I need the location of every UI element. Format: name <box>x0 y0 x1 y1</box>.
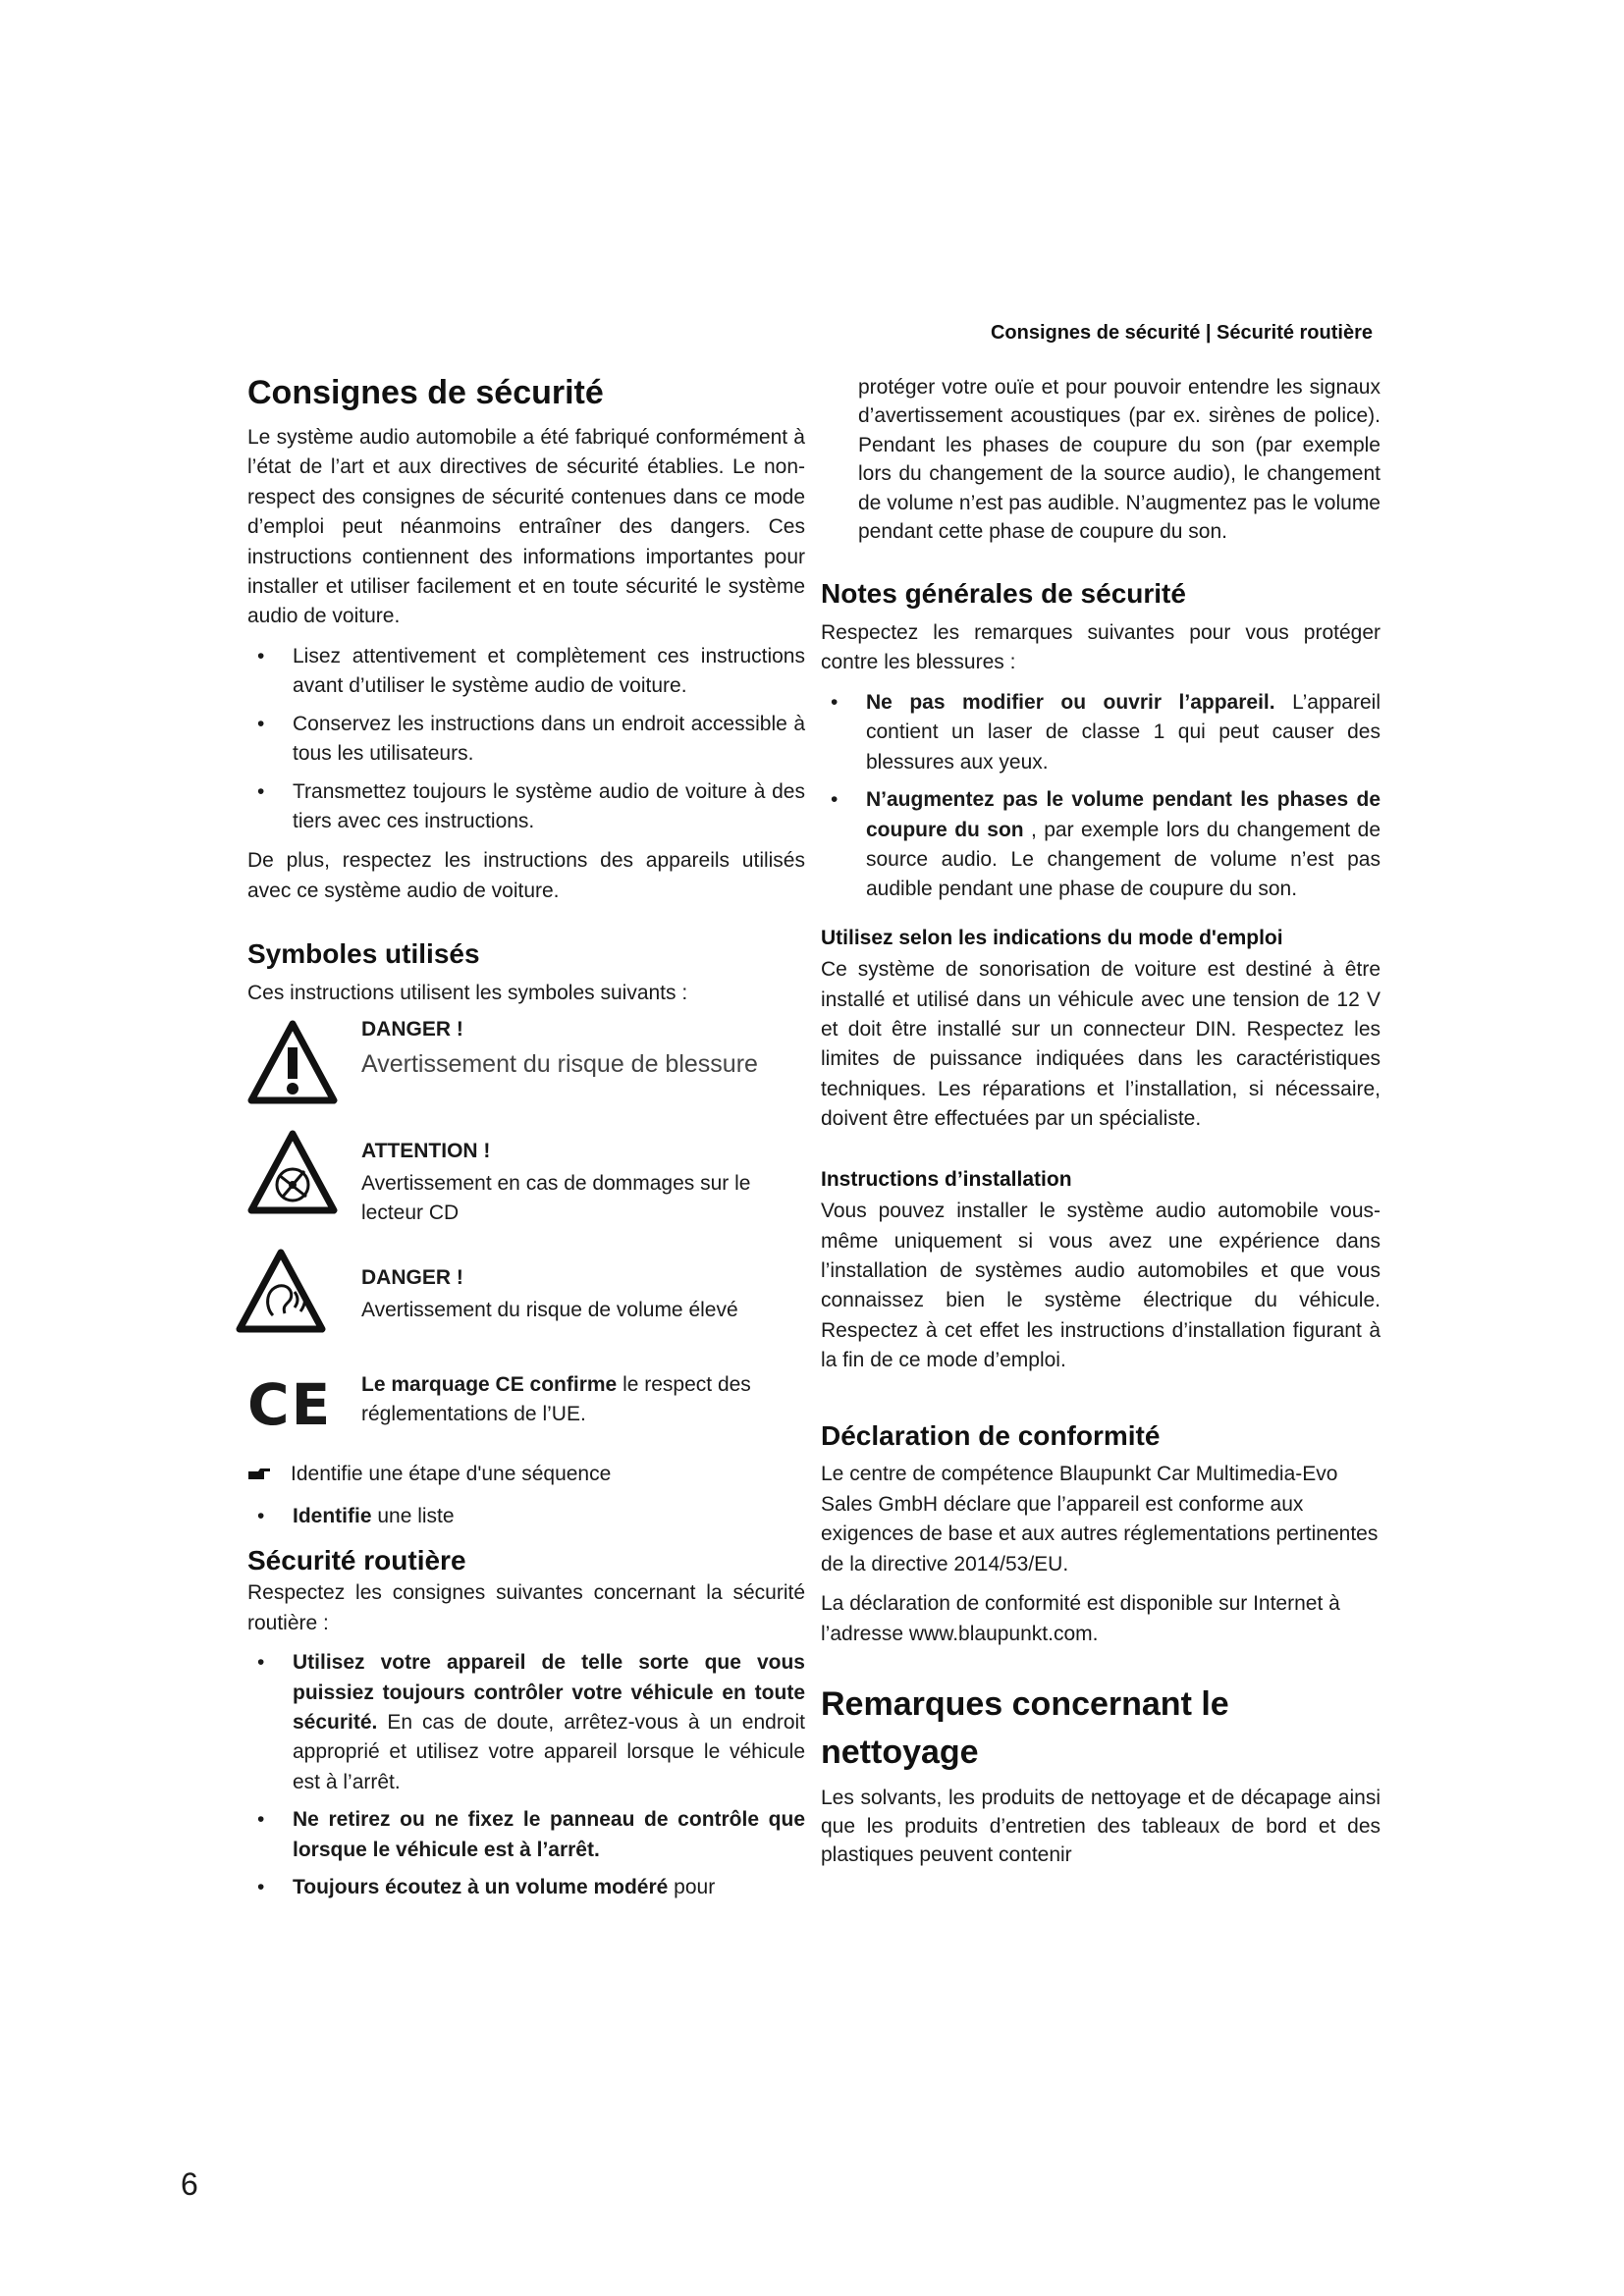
symbol-danger-injury <box>247 1018 805 1108</box>
symbols-intro: Ces instructions utilisent les symboles suivants : <box>247 981 688 1004</box>
continued-paragraph: protéger votre ouïe et pour pouvoir entendre les signaux d’avertissement acoustiques (par ex. sirènes de police). Pendant les phases de coupure du son (par exemple lors du changement de la source audio), le changement de volume n’est pas audible. N’augmentez pas le volume pendant cette phase de coupure du son. <box>858 376 1380 543</box>
section-title-usage: Utilisez selon les indications du mode d'emploi <box>821 926 1283 949</box>
conformity-p1: Le centre de compétence Blaupunkt Car Multimedia-Evo Sales GmbH déclare que l’appareil est conforme aux exigences de base et aux autres réglementations pertinentes de la directive 2014/53/EU. <box>821 1463 1379 1575</box>
ce-bold-text: Le marquage CE confirme <box>361 1373 618 1397</box>
list-rest: une liste <box>371 1505 455 1528</box>
section-title-cleaning: Remarques concernant le nettoyage <box>821 1684 1229 1772</box>
attention-description: Avertissement en cas de dommages sur le lecteur CD <box>361 1172 751 1224</box>
general-b1-rest: L’appareil contient un laser de classe 1 qui peut causer des blessures aux yeux. <box>866 690 1380 774</box>
list-item <box>247 1805 805 1865</box>
list-item: • Conservez les instructions dans un endroit accessible à tous les utilisateurs. <box>247 710 805 770</box>
list-item <box>821 688 1380 777</box>
list-item <box>247 1648 805 1797</box>
ce-rest-text: le respect des réglementations de l’UE. <box>361 1373 751 1425</box>
pointing-hand-icon <box>247 1468 273 1481</box>
list-item <box>821 785 1380 905</box>
general-safety-bullets <box>821 688 1380 905</box>
list-item: • Lisez attentivement et complètement ces instructions avant d’utiliser le système audio de voiture. <box>247 642 805 702</box>
symbol-danger-volume <box>247 1247 805 1337</box>
list-item: • Transmettez toujours le système audio de voiture à des tiers avec ces instructions. <box>247 777 805 837</box>
list-bold: Identifie <box>293 1505 372 1528</box>
step-description: Identifie une étape d'une séquence <box>291 1463 612 1486</box>
list-symbol-list <box>247 1502 805 1531</box>
road-b3-bold: Toujours écoutez à un volume modéré <box>293 1876 669 1899</box>
general-b1-bold: Ne pas modifier ou ouvrir l’appareil. <box>866 690 1275 714</box>
general-safety-intro: Respectez les remarques suivantes pour vous protéger contre les blessures : <box>821 620 1380 674</box>
safety-bullet-list <box>247 642 805 837</box>
ce-mark-icon: CE <box>247 1371 333 1439</box>
conformity-p2: La déclaration de conformité est disponible sur Internet à l’adresse www.blaupunkt.com. <box>821 1592 1340 1645</box>
section-title-safety: Consignes de sécurité <box>247 374 604 411</box>
list-item <box>247 1873 805 1902</box>
road-b3-rest: pour <box>668 1876 716 1899</box>
general-b2-bold: N’augmentez pas le volume pendant les phases de coupure du son <box>866 788 1380 841</box>
step-indicator-row <box>247 1463 805 1486</box>
attention-label: ATTENTION ! <box>361 1140 491 1163</box>
section-title-general-safety: Notes générales de sécurité <box>821 578 1186 610</box>
general-b2-rest: , par exemple lors du changement de source audio. Le changement de volume n’est pas audible pendant une phase de coupure du son. <box>866 818 1381 901</box>
road-safety-bullets <box>247 1648 805 1903</box>
symbol-ce <box>247 1366 805 1439</box>
section-title-road-safety: Sécurité routière <box>247 1544 466 1575</box>
usage-text: Ce système de sonorisation de voiture est destiné à être installé et utilisé dans un véhicule avec une tension de 12 V et doit être installé sur un connecteur DIN. Respectez les limites de puissance indiquées dans les caractéristiques techniques. Les réparations et l’installation, si nécessaire, doivent être effectuées par un spécialiste. <box>821 958 1380 1131</box>
cd-damage-warning-icon <box>247 1128 338 1218</box>
section-title-symbols: Symboles utilisés <box>247 938 480 970</box>
symbol-attention-cd <box>247 1128 805 1227</box>
danger-label: DANGER ! <box>361 1018 463 1041</box>
road-b1-bold: Utilisez votre appareil de telle sorte que vous puissiez toujours contrôler votre véhicule en toute sécurité. <box>293 1651 805 1734</box>
road-b1-rest: En cas de doute, arrêtez-vous à un endroit approprié et utilisez votre appareil lorsque le véhicule est à l’arrêt. <box>293 1710 805 1793</box>
road-safety-intro: Respectez les consignes suivantes concernant la sécurité routière : <box>247 1581 805 1634</box>
cleaning-text: Les solvants, les produits de nettoyage et de décapage ainsi que les produits d’entretien des tableaux de bord et des plastiques peuvent contenir <box>821 1786 1380 1867</box>
list-item <box>247 1502 805 1531</box>
section-title-installation: Instructions d’installation <box>821 1167 1072 1191</box>
danger-volume-description: Avertissement du risque de volume élevé <box>361 1299 738 1322</box>
left-column <box>247 373 805 1913</box>
right-column <box>821 373 1380 1880</box>
road-b2-bold: Ne retirez ou ne fixez le panneau de contrôle que lorsque le véhicule est à l’arrêt. <box>293 1808 805 1861</box>
running-header: Consignes de sécurité | Sécurité routière <box>990 322 1373 344</box>
warning-triangle-icon <box>247 1018 338 1108</box>
page-number: 6 <box>181 2166 198 2202</box>
danger-volume-label: DANGER ! <box>361 1266 463 1290</box>
safety-after-bullets: De plus, respectez les instructions des appareils utilisés avec ce système audio de voiture. <box>247 849 805 902</box>
danger-description: Avertissement du risque de blessure <box>361 1050 758 1079</box>
hearing-warning-icon <box>236 1247 326 1337</box>
section-title-conformity: Déclaration de conformité <box>821 1419 1161 1451</box>
safety-intro: Le système audio automobile a été fabriqué conformément à l’état de l’art et aux directives de sécurité établies. Le non-respect des consignes de sécurité contenues dans ce mode d’emploi peut néanmoins entraîner des dangers. Ces instructions contiennent des informations importantes pour installer et utiliser facilement et en toute sécurité le système audio de voiture. <box>247 425 805 628</box>
installation-text: Vous pouvez installer le système audio automobile vous-même uniquement si vous avez une expérience dans l’installation de systèmes audio automobiles et que vous connaissez bien le système électrique du véhicule. Respectez à cet effet les instructions d’installation figurant à la fin de ce mode d’emploi. <box>821 1200 1380 1372</box>
